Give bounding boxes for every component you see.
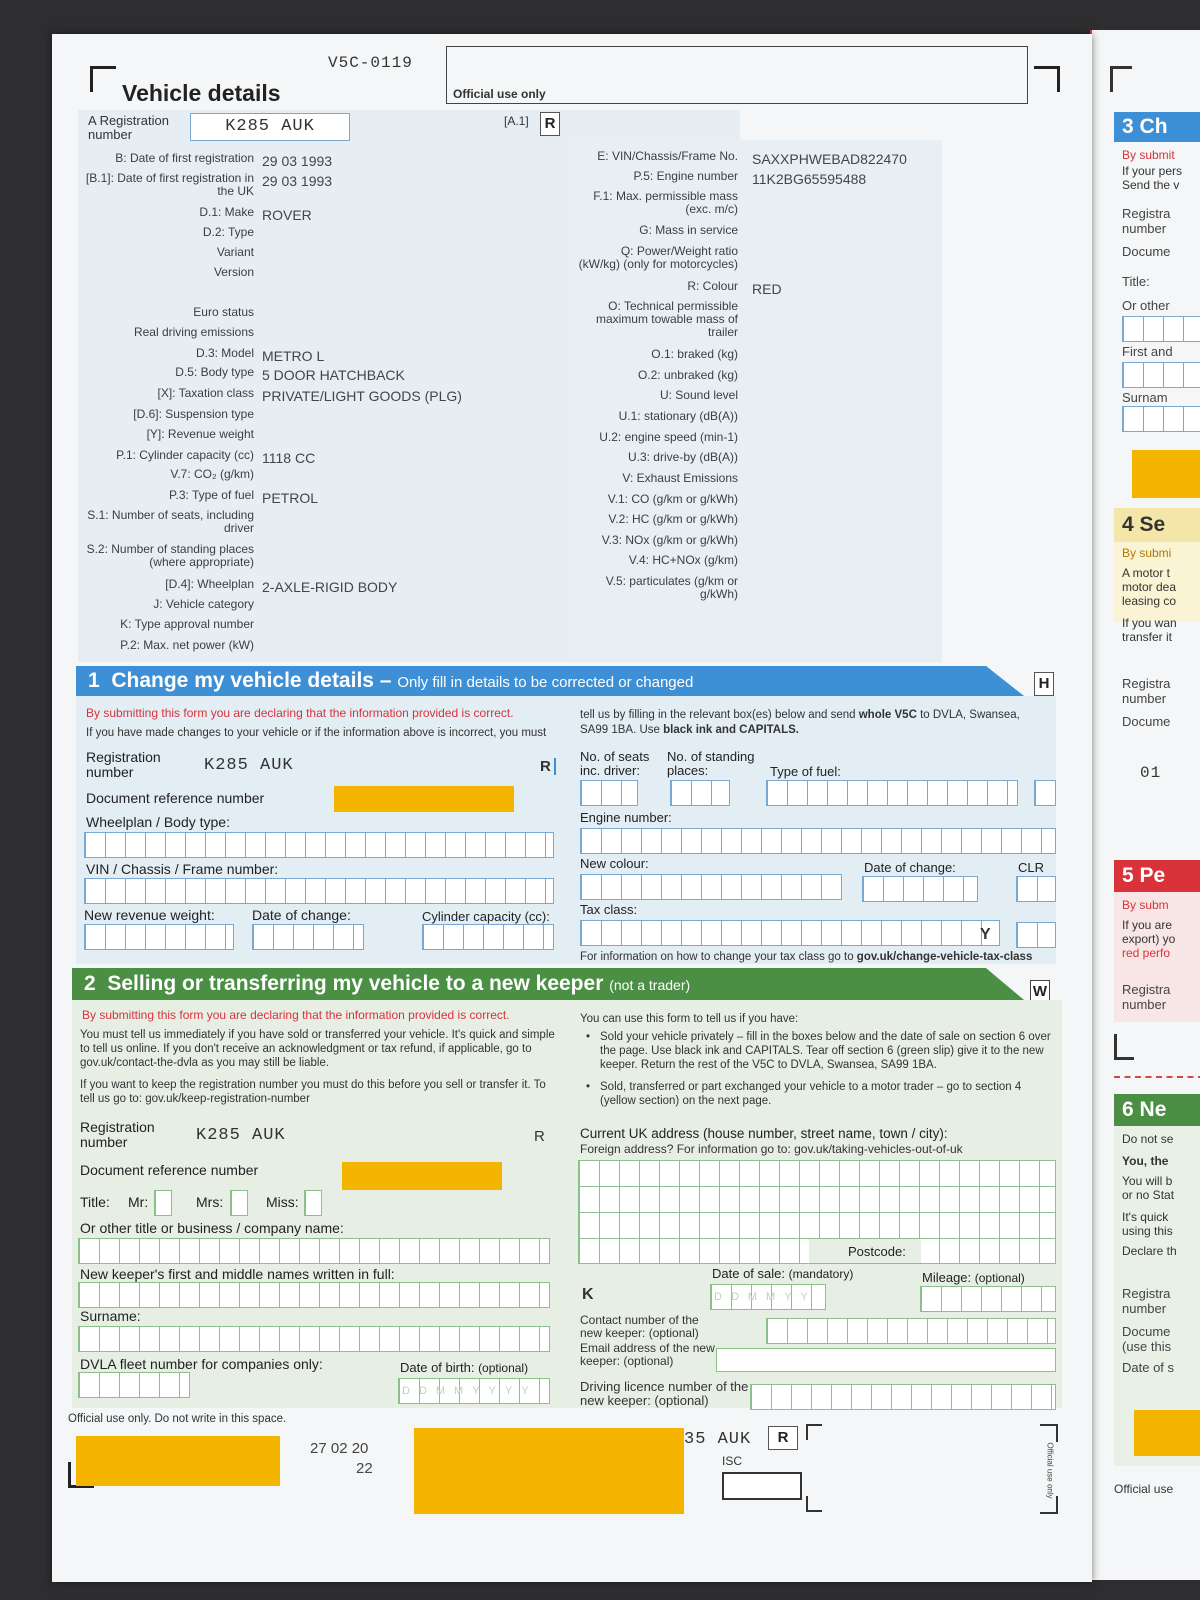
s2-miss-label: Miss:	[266, 1194, 299, 1210]
s6-line3: You will b	[1122, 1174, 1173, 1188]
left-value: PETROL	[262, 490, 319, 506]
right-label: V.4: HC+NOx (g/km)	[628, 553, 738, 567]
redaction	[342, 1162, 502, 1190]
section2-letter: W	[1030, 980, 1050, 1004]
right-label: P.5: Engine number	[633, 169, 738, 183]
footer-isc-box	[722, 1472, 802, 1500]
s2-address-boxes[interactable]	[578, 1160, 1056, 1264]
s2-names-boxes[interactable]	[78, 1282, 550, 1308]
s2-mrs-label: Mrs:	[196, 1194, 224, 1210]
left-label: [D.4]: Wheelplan	[165, 577, 254, 591]
footer-reg-flag: R	[768, 1426, 798, 1450]
s2-mr-checkbox[interactable]	[154, 1190, 172, 1216]
s1-wheelplan-boxes[interactable]	[84, 832, 554, 858]
s6-line5: It's quick	[1122, 1210, 1169, 1224]
s2-email-field[interactable]	[716, 1348, 1056, 1372]
s2-sale-label: Date of sale: (mandatory)	[712, 1266, 854, 1281]
s6-line4: or no Stat	[1122, 1188, 1175, 1202]
left-label: Variant	[216, 245, 254, 259]
footer-isc: ISC	[722, 1454, 743, 1468]
left-label: D.5: Body type	[175, 365, 254, 379]
right-label: U: Sound level	[659, 388, 738, 402]
s1-wheelplan-label: Wheelplan / Body type:	[86, 814, 230, 830]
s5-decl: By subm	[1122, 898, 1169, 912]
left-label: Version	[213, 265, 254, 279]
left-label: K: Type approval number	[120, 617, 254, 631]
s1-datechange2-boxes[interactable]	[862, 876, 978, 902]
left-label: D.1: Make	[199, 205, 254, 219]
reg-value: K285 AUK	[190, 113, 350, 141]
s1-revenue-label: New revenue weight:	[84, 907, 215, 923]
section4-header: 4 Se	[1114, 508, 1200, 542]
s1-tax-boxes[interactable]	[580, 920, 1000, 946]
s1-tax-code-boxes[interactable]	[1016, 922, 1056, 948]
s2-address-label: Current UK address (house number, street name, town / city):	[580, 1126, 948, 1141]
s3-line2: Send the v	[1122, 178, 1180, 192]
s2-surname-boxes[interactable]	[78, 1326, 550, 1352]
left-label: D.3: Model	[195, 346, 254, 360]
corner-mark	[1114, 1034, 1134, 1060]
s1-reg-flag: R	[540, 758, 556, 775]
left-label: Euro status	[193, 305, 254, 319]
s1-clr-label: CLR	[1018, 860, 1045, 875]
s6-line2: You, the	[1122, 1154, 1169, 1168]
left-label: Real driving emissions	[133, 325, 254, 339]
left-value: 1118 CC	[262, 450, 316, 466]
s6-date-label: Date of s	[1122, 1360, 1175, 1375]
left-value: 29 03 1993	[262, 173, 333, 189]
right-label: O.1: braked (kg)	[651, 347, 738, 361]
tear-line	[1114, 1076, 1200, 1078]
s5-line3: red perfo	[1122, 946, 1171, 960]
right-label: G: Mass in service	[639, 223, 738, 237]
s5-line1: If you are	[1122, 918, 1173, 932]
s3-first-label: First and	[1122, 344, 1173, 359]
right-value: 11K2BG65595488	[752, 171, 867, 187]
right-label: O: Technical permissible maximum towable mass of trailer	[595, 299, 738, 339]
s2-docref-label: Document reference number	[80, 1162, 259, 1178]
redaction	[76, 1436, 280, 1486]
s3-line1: If your pers	[1122, 164, 1183, 178]
s2-fleet-boxes[interactable]	[78, 1372, 190, 1398]
left-value: ROVER	[262, 207, 312, 223]
s5-line2: export) yo	[1122, 932, 1176, 946]
s1-seats-boxes[interactable]	[580, 780, 638, 806]
s2-email-label: Email address of the new keeper: (optional)	[580, 1341, 715, 1368]
reg-label: A Registration number	[88, 113, 169, 142]
right-label: U.1: stationary (dB(A))	[618, 409, 738, 423]
s1-intro-left: If you have made changes to your vehicle or if the information above is incorrect, you must	[86, 727, 547, 739]
s1-tax-info: For information on how to change your tax class go to gov.uk/change-vehicle-tax-class	[580, 951, 1033, 963]
redaction	[334, 786, 514, 812]
left-label: P.1: Cylinder capacity (cc)	[116, 448, 254, 462]
s6-doc-label: Docume (use this	[1122, 1324, 1172, 1354]
right-label: R: Colour	[687, 279, 738, 293]
right-label: V.1: CO (g/km or g/kWh)	[607, 492, 738, 506]
left-label: S.1: Number of seats, including driver	[87, 508, 254, 535]
s4-doc-label: Docume	[1122, 714, 1171, 729]
s4-line4: If you wan	[1122, 616, 1177, 630]
s1-datechange2-label: Date of change:	[864, 860, 956, 875]
right-label: O.2: unbraked (kg)	[637, 368, 738, 382]
left-value: 2-AXLE-RIGID BODY	[262, 579, 398, 595]
right-label: V.5: particulates (g/km or g/kWh)	[605, 574, 738, 601]
section1-title: 1 Change my vehicle details – Only fill in details to be corrected or changed	[88, 669, 694, 692]
s2-names-label: New keeper's first and middle names written in full:	[80, 1266, 395, 1282]
left-label: J: Vehicle category	[153, 597, 254, 611]
s2-mrs-checkbox[interactable]	[230, 1190, 248, 1216]
s2-left-p2: If you want to keep the registration number you must do this before you sell or transfer it. To tell us go to: gov.uk/keep-registration-number	[80, 1079, 546, 1105]
s1-fuel-code-box[interactable]	[1034, 780, 1056, 806]
footer-official-note: Official use only. Do not write in this space.	[68, 1413, 287, 1425]
left-value: PRIVATE/LIGHT GOODS (PLG)	[262, 388, 462, 404]
s1-reg-label: Registration number	[86, 749, 161, 780]
section2-title: 2 Selling or transferring my vehicle to a new keeper (not a trader)	[84, 972, 691, 995]
left-value: 29 03 1993	[262, 153, 333, 169]
s2-contact-boxes[interactable]	[766, 1318, 1056, 1344]
s1-cylinder-label: Cylinder capacity (cc):	[422, 909, 550, 924]
section6-header: 6 Ne	[1114, 1094, 1200, 1126]
s2-fleet-label: DVLA fleet number for companies only:	[80, 1356, 323, 1372]
s1-datechange-boxes[interactable]	[252, 924, 364, 950]
s4-line3: leasing co	[1122, 594, 1177, 608]
s6-line7: Declare th	[1122, 1244, 1177, 1258]
s2-sale-placeholder: DDMMYY	[714, 1291, 817, 1303]
right-label: F.1: Max. permissible mass (exc. m/c)	[593, 189, 738, 216]
s1-cylinder-boxes[interactable]	[422, 924, 554, 950]
right-value: SAXXPHWEBAD822470	[752, 151, 907, 167]
s2-miss-checkbox[interactable]	[304, 1190, 322, 1216]
section1-letter: H	[1034, 672, 1054, 696]
s2-title-label: Title:	[80, 1194, 110, 1210]
page-title: Vehicle details	[122, 80, 281, 106]
a1-label: [A.1]	[504, 114, 529, 128]
right-label: U.3: drive-by (dB(A))	[627, 450, 738, 464]
s2-postcode-label: Postcode:	[848, 1244, 906, 1259]
s6-reg-label: Registra number	[1122, 1286, 1171, 1316]
right-label: Q: Power/Weight ratio (kW/kg) (only for motorcycles)	[578, 244, 738, 271]
s3-decl: By submit	[1122, 148, 1175, 162]
corner-mark	[1034, 66, 1060, 92]
left-label: V.7: CO₂ (g/km)	[170, 467, 254, 481]
redaction	[1132, 450, 1200, 498]
s1-engine-label: Engine number:	[580, 810, 672, 825]
s3-surname-boxes[interactable]	[1122, 406, 1200, 432]
right-label: V.3: NOx (g/km or g/kWh)	[601, 533, 738, 547]
corner-mark	[806, 1496, 822, 1512]
s2-mr-label: Mr:	[128, 1194, 149, 1210]
footer-reg: 35 AUK	[684, 1430, 752, 1449]
right-label: V.2: HC (g/km or g/kWh)	[608, 512, 738, 526]
footer-date-a: 27 02 20	[310, 1440, 369, 1457]
s2-k-letter: K	[582, 1286, 594, 1303]
a1-value: R	[540, 112, 560, 136]
s1-vin-label: VIN / Chassis / Frame number:	[86, 861, 279, 877]
redaction	[414, 1428, 684, 1514]
form-code: V5C-0119	[328, 54, 413, 72]
left-label: [B.1]: Date of first registration in the UK	[85, 171, 254, 198]
s1-fuel-label: Type of fuel:	[770, 764, 841, 779]
s1-standing-label: No. of standing places:	[667, 749, 755, 778]
s4-line2: motor dea	[1122, 580, 1177, 594]
s1-declaration: By submitting this form you are declaring that the information provided is correct.	[86, 706, 514, 720]
s1-tax-flag: Y	[980, 926, 991, 943]
s3-reg-label: Registra number	[1122, 206, 1171, 236]
left-label: [Y]: Revenue weight	[146, 427, 254, 441]
s6-official: Official use	[1114, 1482, 1174, 1496]
s5-reg-label: Registra number	[1122, 982, 1171, 1012]
s2-mileage-label: Mileage: (optional)	[922, 1270, 1025, 1285]
s2-bullet2: • Sold, transferred or part exchanged your vehicle to a motor trader – go to section 4 (yellow section) on the next page.	[586, 1081, 1022, 1107]
s2-mileage-boxes[interactable]	[920, 1286, 1056, 1312]
left-label: D.2: Type	[202, 225, 254, 239]
s3-other-boxes[interactable]	[1122, 316, 1200, 342]
s2-other-title-label: Or other title or business / company name:	[80, 1220, 344, 1236]
s1-seats-label: No. of seats inc. driver:	[580, 749, 650, 778]
footer-vertical-note: Official use only	[1045, 1442, 1055, 1499]
right-value: RED	[752, 281, 782, 297]
corner-mark	[90, 66, 116, 92]
s1-reg-value: K285 AUK	[204, 756, 294, 775]
s1-docref-label: Document reference number	[86, 790, 265, 806]
s4-reg-label: Registra number	[1122, 676, 1171, 706]
s2-other-title-boxes[interactable]	[78, 1238, 550, 1264]
s2-surname-label: Surname:	[80, 1308, 141, 1324]
right-label: V: Exhaust Emissions	[622, 471, 738, 485]
corner-mark	[1110, 66, 1132, 92]
left-label: P.2: Max. net power (kW)	[120, 638, 254, 652]
left-value: METRO L	[262, 348, 325, 364]
s2-dob-label: Date of birth: (optional)	[400, 1360, 529, 1375]
left-label: P.3: Type of fuel	[169, 488, 254, 502]
s3-other-label: Or other	[1122, 298, 1170, 313]
s1-standing-boxes[interactable]	[670, 780, 730, 806]
s2-foreign-label: Foreign address? For information go to: gov.uk/taking-vehicles-out-of-uk	[580, 1142, 963, 1156]
s4-line5: transfer it	[1122, 630, 1173, 644]
s2-bullet1: • Sold your vehicle privately – fill in the boxes below and the date of sale on section 6 over the page. Use black ink and CAPITALS. Tear off section 6 (green slip) give it to the new keeper. Return the rest of the V5C to DVLA, Swansea, SA99 1BA.	[586, 1031, 1051, 1071]
s2-left-p1: You must tell us immediately if you have sold or transferred your vehicle. It's quick and simple to tell us online. If you don't receive an acknowledgment or tax refund, if applicable, go to gov.uk/contact-the-dvla as you may still be liable.	[80, 1029, 555, 1069]
s2-declaration: By submitting this form you are declaring that the information provided is correct.	[82, 1008, 510, 1022]
left-label: S.2: Number of standing places (where appropriate)	[86, 542, 254, 569]
s1-intro-right: tell us by filling in the relevant box(es) below and send whole V5C to DVLA, Swansea, SA99 1BA. Use black ink and CAPITALS.	[580, 709, 1020, 736]
s2-licence-label: Driving licence number of the new keeper: (optional)	[580, 1379, 749, 1408]
s1-tax-label: Tax class:	[580, 902, 638, 917]
section3-header: 3 Ch	[1114, 112, 1200, 142]
s3-doc-label: Docume	[1122, 244, 1171, 259]
s6-line1: Do not se	[1122, 1132, 1174, 1146]
official-use-box: Official use only	[446, 46, 1028, 104]
left-label: B: Date of first registration	[115, 151, 254, 165]
s2-reg-flag: R	[534, 1128, 545, 1145]
s2-reg-label: Registration number	[80, 1119, 155, 1150]
footer-date-b: 22	[356, 1460, 373, 1477]
s1-fuel-boxes[interactable]	[766, 780, 1018, 806]
s1-revenue-boxes[interactable]	[84, 924, 234, 950]
left-label: [X]: Taxation class	[157, 386, 254, 400]
s1-vin-boxes[interactable]	[84, 878, 554, 904]
s4-line1: A motor t	[1122, 566, 1171, 580]
s2-reg-value: K285 AUK	[196, 1126, 286, 1145]
section5-header: 5 Pe	[1114, 860, 1200, 892]
left-value: 5 DOOR HATCHBACK	[262, 367, 405, 383]
s1-clr-boxes[interactable]	[1016, 876, 1056, 902]
s2-dob-placeholder: DDMMYYYY	[402, 1385, 538, 1397]
s6-line6: using this	[1122, 1224, 1173, 1238]
right-label: E: VIN/Chassis/Frame No.	[597, 149, 738, 163]
redaction	[1134, 1410, 1200, 1456]
s2-licence-boxes[interactable]	[750, 1384, 1056, 1410]
s1-colour-boxes[interactable]	[580, 874, 842, 900]
corner-mark	[806, 1424, 822, 1440]
s4-decl: By submi	[1122, 546, 1172, 560]
s1-colour-label: New colour:	[580, 856, 649, 871]
s3-first-boxes[interactable]	[1122, 362, 1200, 388]
s2-contact-label: Contact number of the new keeper: (optional)	[580, 1313, 699, 1340]
s4-number: 01	[1140, 764, 1162, 782]
s3-surname-label: Surnam	[1122, 390, 1168, 405]
s2-right-intro: You can use this form to tell us if you have:	[580, 1013, 799, 1025]
s1-engine-boxes[interactable]	[580, 828, 1056, 854]
right-label: U.2: engine speed (min-1)	[599, 430, 738, 444]
next-page-strip	[1090, 30, 1200, 1580]
s1-datechange-label: Date of change:	[252, 907, 351, 923]
s3-title-label: Title:	[1122, 274, 1150, 289]
left-label: [D.6]: Suspension type	[133, 407, 254, 421]
